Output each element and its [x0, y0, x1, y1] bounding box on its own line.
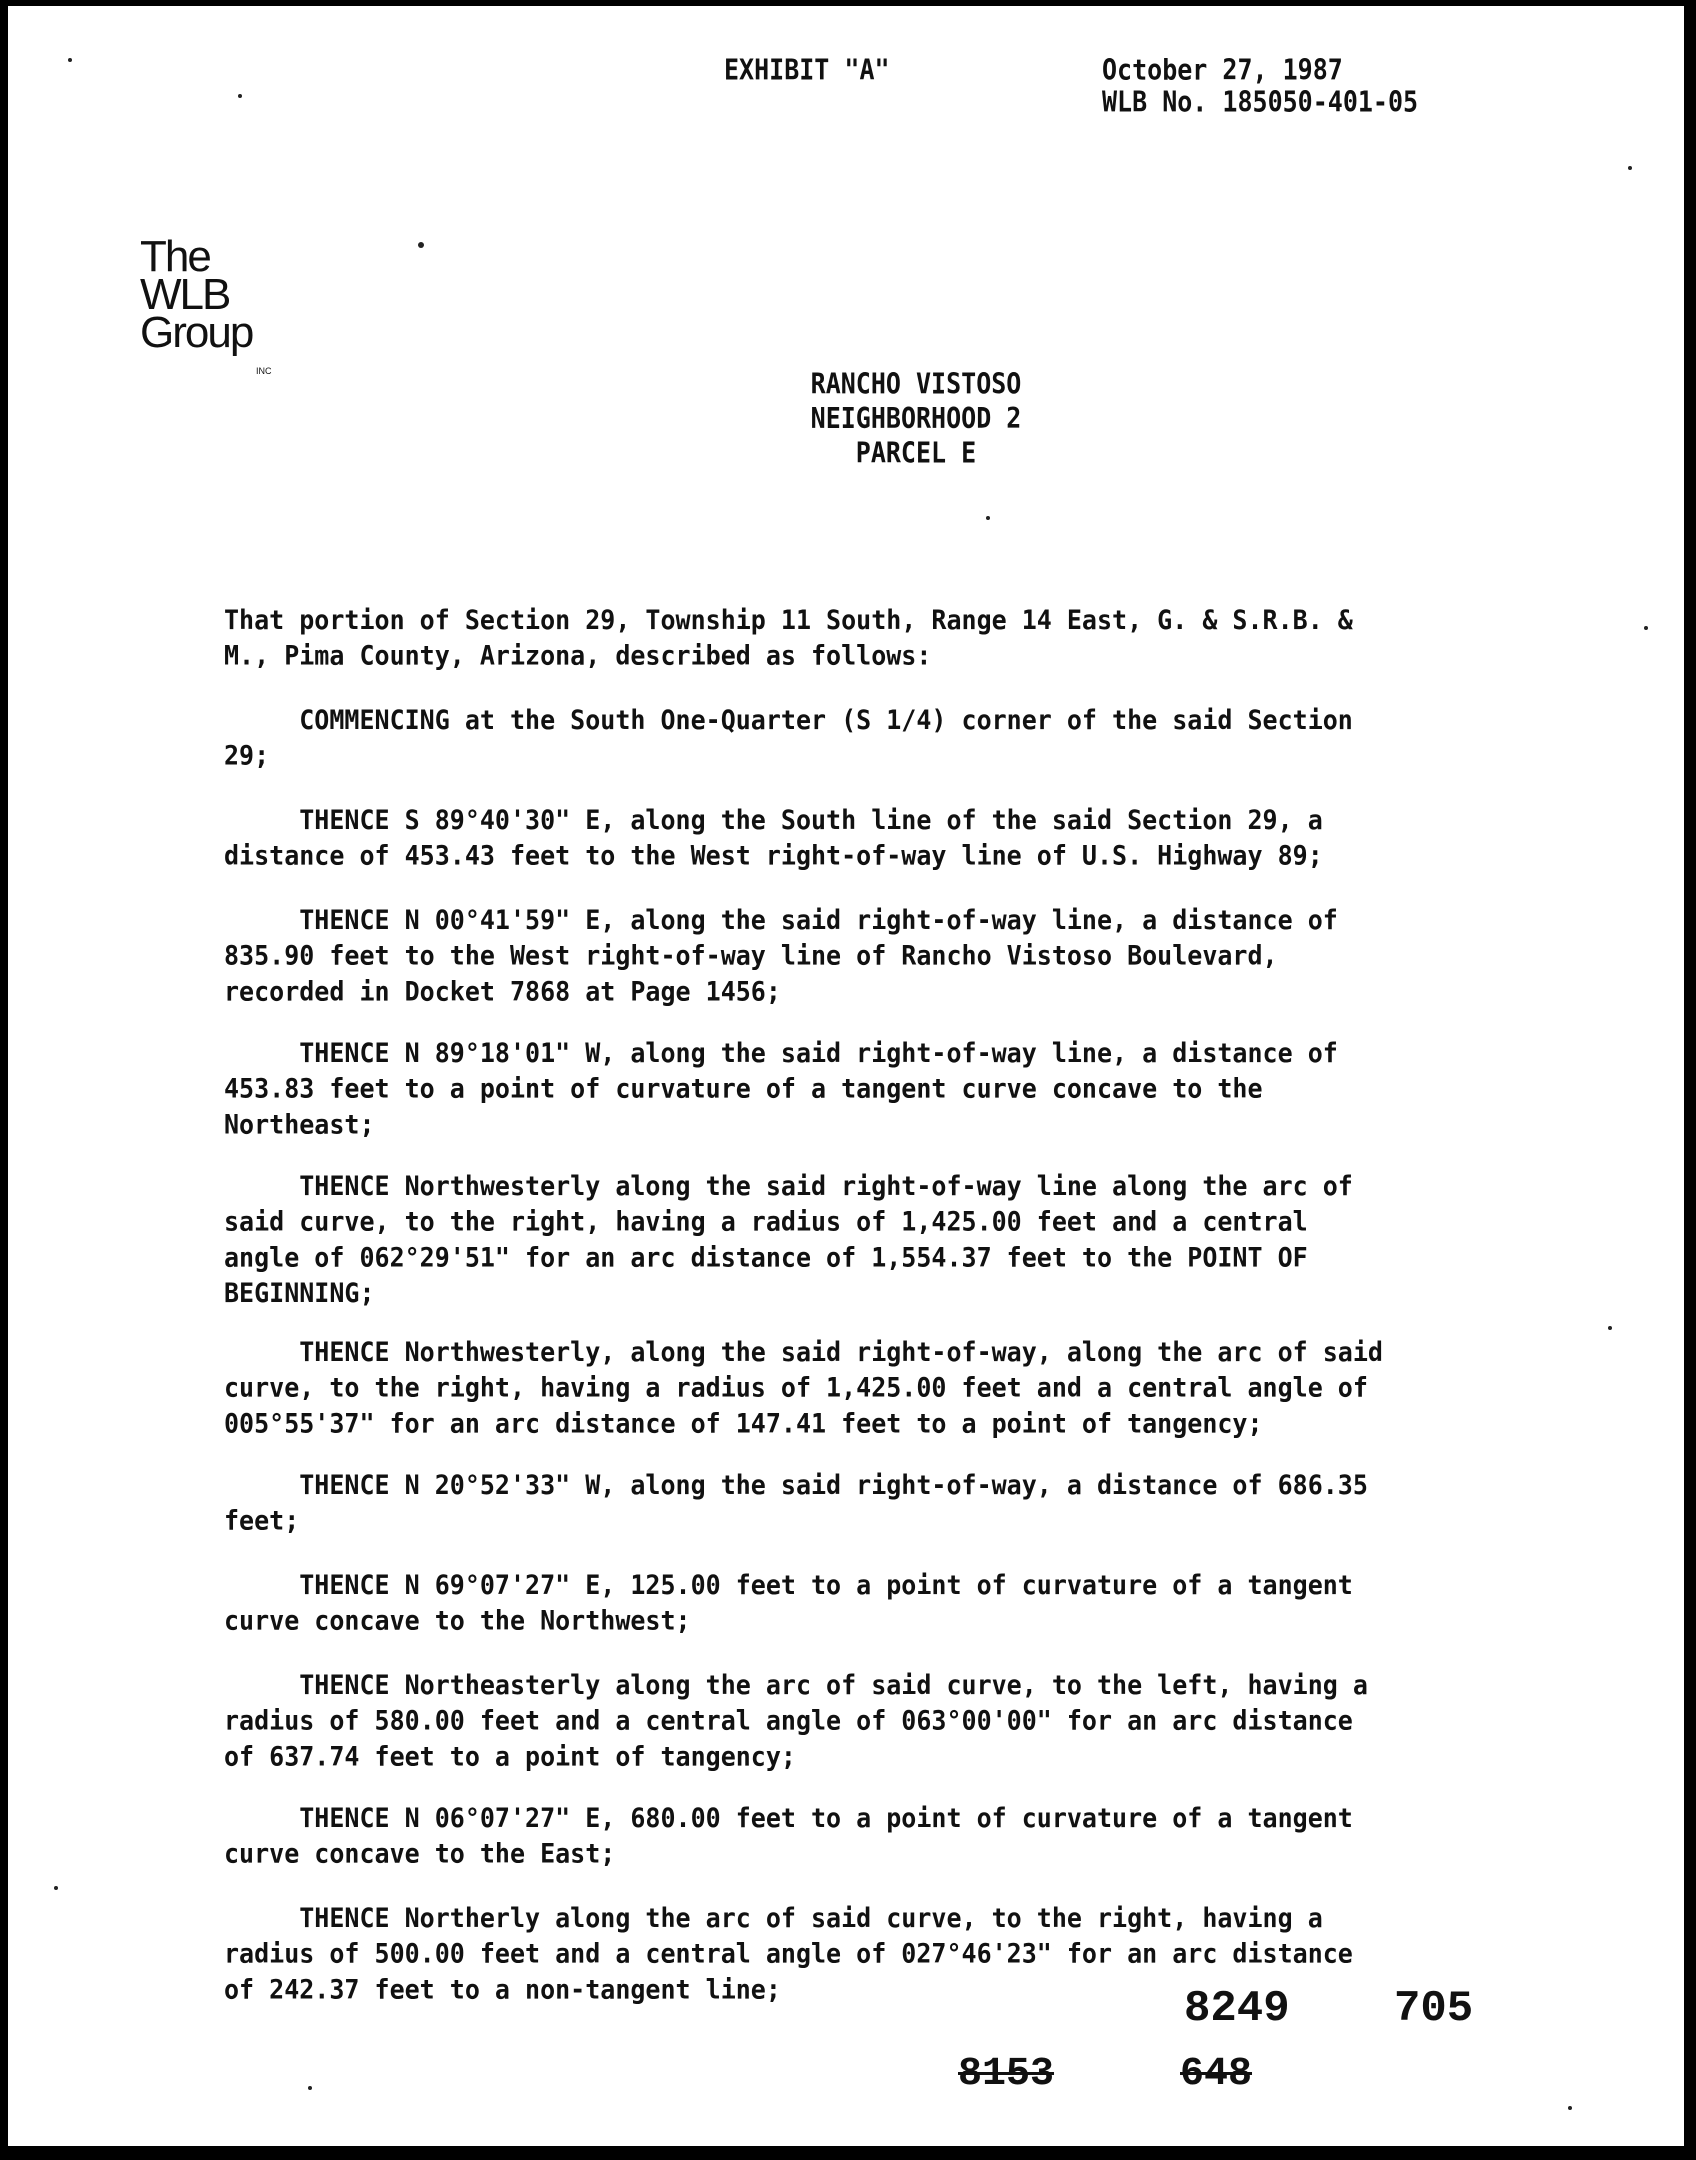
logo-line-group: Group: [140, 308, 253, 357]
exhibit-label: EXHIBIT "A": [724, 53, 890, 87]
old-docket-number: 8153: [958, 2052, 1055, 2097]
course-paragraph: THENCE N 69°07'27" E, 125.00 feet to a point of curvature of a tangent curve concave to the Northwest;: [224, 1569, 1353, 1637]
title-line-3: PARCEL E: [855, 436, 977, 470]
old-page-number: 648: [1180, 2052, 1253, 2097]
logo-inc-mark: INC: [256, 366, 272, 376]
page-number: 705: [1394, 1984, 1474, 2034]
scan-speck: [308, 2086, 312, 2090]
scan-speck: [68, 58, 72, 62]
course-paragraph: THENCE N 00°41'59" E, along the said right-of-way line, a distance of 835.90 feet to the West right-of-way line of Rancho Vistoso Boulevard, recorded in Docket 7868 at Page 1456;: [224, 904, 1338, 1007]
title-line-1: RANCHO VISTOSO: [810, 367, 1022, 401]
scan-speck: [418, 242, 424, 248]
document-title: [8, 367, 1684, 471]
course-paragraph: THENCE N 20°52'33" W, along the said right-of-way, a distance of 686.35 feet;: [224, 1469, 1368, 1537]
course-paragraph: THENCE Northerly along the arc of said curve, to the right, having a radius of 500.00 feet and a central angle of 027°46'23" for an arc distance of 242.37 feet to a non-tangent line;: [224, 1902, 1353, 2005]
wlb-number: WLB No. 185050-401-05: [1102, 85, 1419, 119]
course-paragraph: THENCE Northwesterly, along the said right-of-way, along the arc of said curve, to the right, having a radius of 1,425.00 feet and a central angle of 005°55'37" for an arc distance of 147.41 feet to a point of tangency;: [224, 1336, 1383, 1439]
logo-line-the: The: [140, 232, 210, 281]
scan-speck: [1608, 1326, 1612, 1330]
scan-speck: [1628, 166, 1632, 170]
scan-speck: [238, 94, 242, 98]
legal-description: [224, 602, 1494, 2033]
intro-paragraph: That portion of Section 29, Township 11 South, Range 14 East, G. & S.R.B. & M., Pima County, Arizona, described as follows:: [224, 604, 1353, 672]
document-page: [8, 6, 1684, 2146]
scan-speck: [1644, 626, 1648, 630]
scan-speck: [1568, 2106, 1572, 2110]
scan-speck: [54, 1886, 58, 1890]
commencing-paragraph: COMMENCING at the South One-Quarter (S 1/4) corner of the said Section 29;: [224, 704, 1353, 772]
document-date: October 27, 1987: [1102, 53, 1343, 87]
title-line-2: NEIGHBORHOOD 2: [810, 401, 1022, 436]
scan-speck: [986, 516, 990, 520]
course-paragraph: THENCE Northeasterly along the arc of said curve, to the left, having a radius of 580.00 feet and a central angle of 063°00'00" for an arc distance of 637.74 feet to a point of tangency;: [224, 1669, 1368, 1772]
wlb-group-logo: [140, 232, 272, 376]
docket-number: 8249: [1184, 1984, 1290, 2034]
logo-line-wlb: WLB: [140, 270, 230, 319]
course-paragraph: THENCE N 06°07'27" E, 680.00 feet to a point of curvature of a tangent curve concave to the East;: [224, 1802, 1353, 1870]
course-paragraph: THENCE Northwesterly along the said right-of-way line along the arc of said curve, to the right, having a radius of 1,425.00 feet and a central angle of 062°29'51" for an arc distance of 1,554.37 feet to the POINT OF BEGINNING;: [224, 1170, 1353, 1309]
course-paragraph: THENCE S 89°40'30" E, along the South line of the said Section 29, a distance of 453.43 feet to the West right-of-way line of U.S. Highway 89;: [224, 804, 1323, 872]
course-paragraph: THENCE N 89°18'01" W, along the said right-of-way line, a distance of 453.83 feet to a point of curvature of a tangent curve concave to the Northeast;: [224, 1037, 1338, 1140]
